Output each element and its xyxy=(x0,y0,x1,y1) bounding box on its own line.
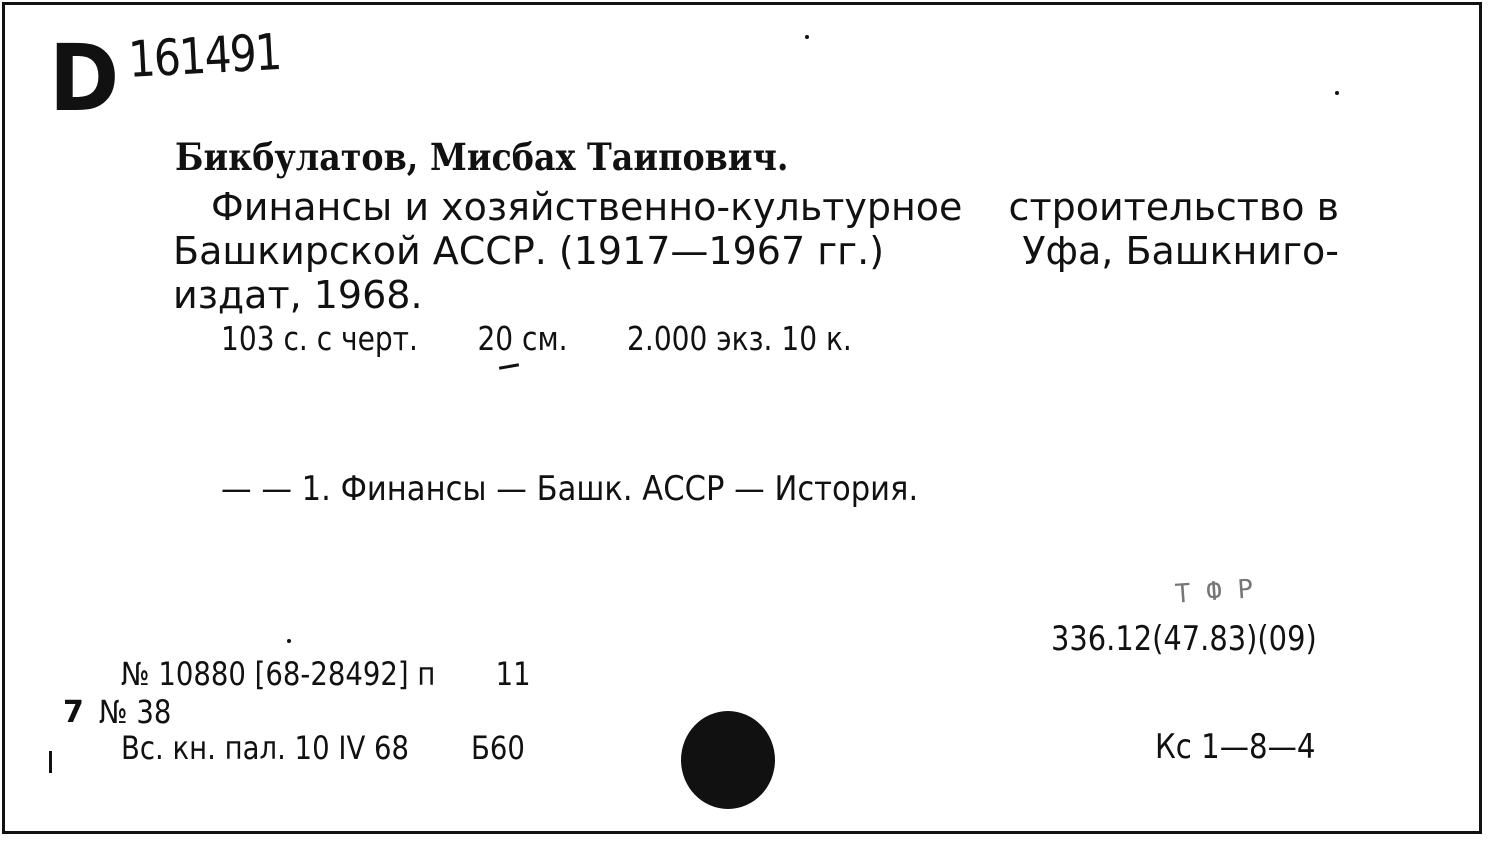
book-chamber: Вс. кн. пал. 10 IV 68 xyxy=(121,729,410,767)
collation-size: 20 см. xyxy=(477,319,568,358)
punch-hole xyxy=(681,711,775,809)
kc-code: Кс 1—8—4 xyxy=(1155,727,1316,767)
registration-number: № 10880 [68-28492] п xyxy=(121,655,436,693)
number-38: № 38 xyxy=(99,693,172,731)
card-seven: 7 xyxy=(63,695,84,730)
registration-line xyxy=(121,655,531,693)
title-line-1-right: строительство в xyxy=(1008,185,1339,229)
title-line-1-left: Финансы и хозяйственно-культурное xyxy=(211,185,963,229)
title-line-2 xyxy=(173,229,1339,273)
book-chamber-line xyxy=(121,729,525,767)
pen-mark xyxy=(499,363,519,369)
speck xyxy=(1335,91,1339,95)
speck xyxy=(805,35,809,39)
title-line-3: издат, 1968. xyxy=(173,273,423,317)
collation-pages: 103 с. с черт. xyxy=(221,319,418,358)
title-line-2-right: Уфа, Башкниго- xyxy=(1022,229,1339,273)
author-heading: Бикбулатов, Мисбах Таипович. xyxy=(175,135,789,179)
title-line-2-left: Башкирской АССР. (1917—1967 гг.) xyxy=(173,229,885,273)
subject-heading: — — 1. Финансы — Башк. АССР — История. xyxy=(221,469,919,509)
inventory-number: 161491 xyxy=(127,23,282,89)
speck xyxy=(287,639,291,643)
faint-stamp: Т Ф Р xyxy=(1174,574,1255,610)
catalog-card xyxy=(2,2,1482,834)
edge-mark xyxy=(49,751,52,773)
code-b60: Б60 xyxy=(470,729,525,767)
registration-count: 11 xyxy=(495,655,531,693)
inventory-letter: D xyxy=(49,25,120,132)
udc-code: 336.12(47.83)(09) xyxy=(1051,619,1317,659)
title-line-1 xyxy=(173,185,1339,229)
collation-copies-price: 2.000 экз. 10 к. xyxy=(627,319,852,358)
collation xyxy=(221,319,852,358)
